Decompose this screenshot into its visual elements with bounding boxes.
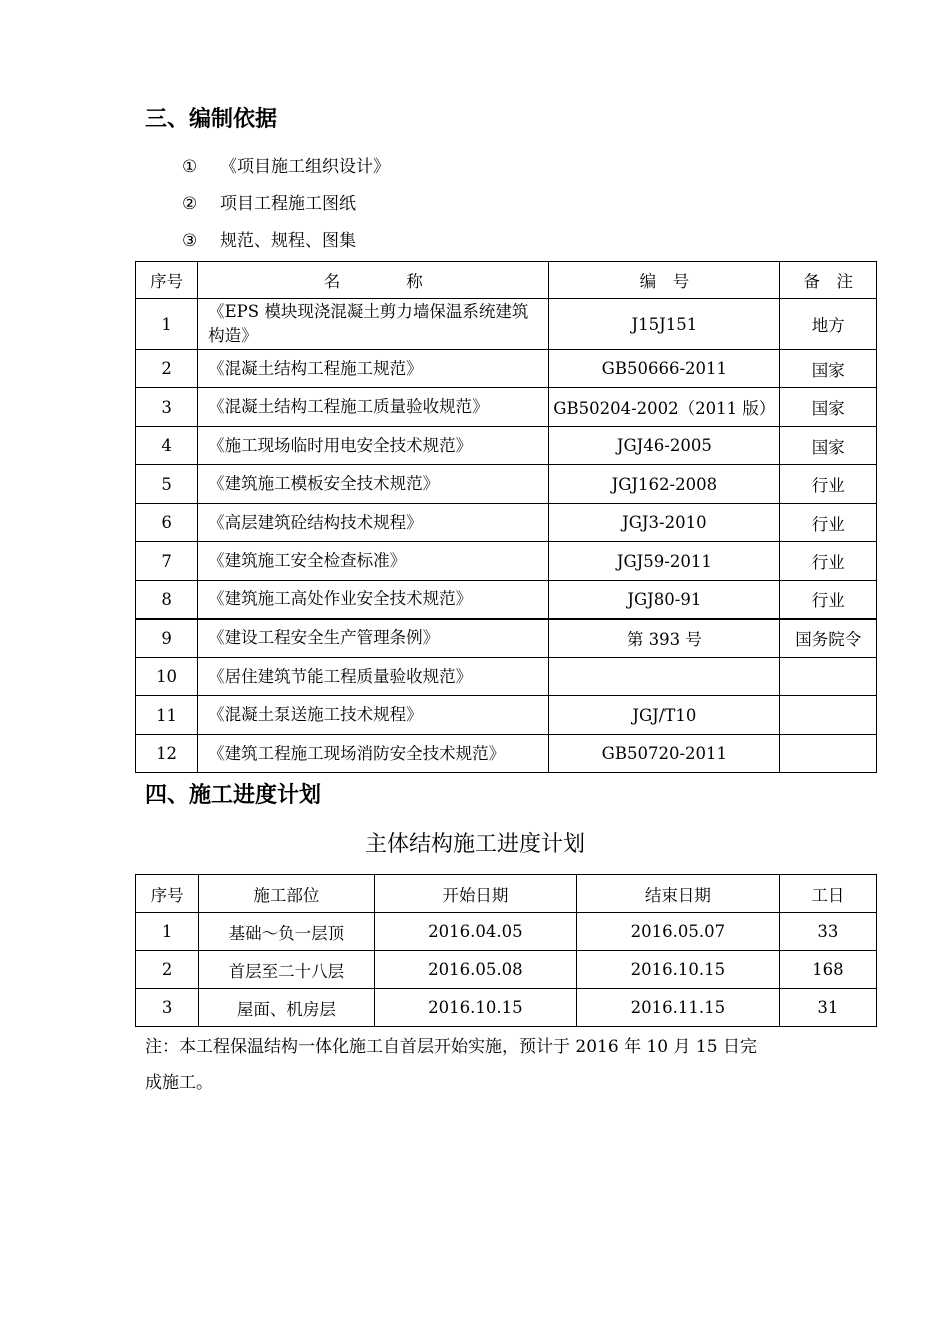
row-no: 6 xyxy=(136,504,198,542)
row-no: 2 xyxy=(136,350,198,388)
row-code: JGJ80-91 xyxy=(549,581,780,619)
row-no: 3 xyxy=(136,388,198,427)
table-row xyxy=(136,504,877,542)
row-part: 基础～负一层顶 xyxy=(199,913,374,951)
row-name: 《混凝土结构工程施工质量验收规范》 xyxy=(198,388,549,427)
row-note: 国务院令 xyxy=(780,619,877,658)
row-note: 行业 xyxy=(780,504,877,542)
row-code: JGJ59-2011 xyxy=(549,542,780,581)
row-no: 2 xyxy=(136,951,199,989)
row-no: 9 xyxy=(136,619,198,658)
reference-item-3 xyxy=(182,229,356,253)
table-row xyxy=(136,542,877,581)
row-note: 国家 xyxy=(780,388,877,427)
reference-number: ① xyxy=(182,157,198,177)
header-cell-no: 序号 xyxy=(136,262,198,299)
row-no: 3 xyxy=(136,989,199,1027)
reference-item-2 xyxy=(182,192,356,216)
note-line-1: 注：本工程保温结构一体化施工自首层开始实施，预计于 2016 年 10 月 15 日完 xyxy=(145,1037,757,1057)
row-code: J15J151 xyxy=(549,299,780,350)
row-name: 《高层建筑砼结构技术规程》 xyxy=(198,504,549,542)
row-no: 8 xyxy=(136,581,198,619)
row-no: 10 xyxy=(136,658,198,696)
row-note: 行业 xyxy=(780,581,877,619)
row-start: 2016.05.08 xyxy=(374,951,577,989)
row-no: 11 xyxy=(136,696,198,735)
row-note xyxy=(780,658,877,696)
table-row xyxy=(136,299,877,350)
table-row xyxy=(136,427,877,465)
row-end: 2016.05.07 xyxy=(577,913,780,951)
header-cell-note: 备 注 xyxy=(780,262,877,299)
row-note xyxy=(780,696,877,735)
note-line-2: 成施工。 xyxy=(145,1073,213,1093)
row-code: JGJ46-2005 xyxy=(549,427,780,465)
row-no: 4 xyxy=(136,427,198,465)
reference-text: 规范、规程、图集 xyxy=(220,231,356,251)
reference-number: ② xyxy=(182,194,198,214)
table-row xyxy=(136,913,877,951)
table-row xyxy=(136,388,877,427)
reference-number: ③ xyxy=(182,231,198,251)
row-name: 《居住建筑节能工程质量验收规范》 xyxy=(198,658,549,696)
table-row xyxy=(136,696,877,735)
row-code: JGJ/T10 xyxy=(549,696,780,735)
schedule-table-title: 主体结构施工进度计划 xyxy=(364,832,585,857)
row-start: 2016.04.05 xyxy=(374,913,577,951)
row-note: 国家 xyxy=(780,350,877,388)
row-code: GB50204-2002（2011 版） xyxy=(549,388,780,427)
section-4-heading: 四、施工进度计划 xyxy=(145,783,322,808)
header-cell-no: 序号 xyxy=(136,875,199,913)
row-name: 《建设工程安全生产管理条例》 xyxy=(198,619,549,658)
reference-text: 项目工程施工图纸 xyxy=(220,194,356,214)
table-row xyxy=(136,619,877,658)
table-row xyxy=(136,581,877,619)
reference-item-1 xyxy=(182,155,390,179)
reference-text: 《项目施工组织设计》 xyxy=(220,157,390,177)
row-note: 地方 xyxy=(780,299,877,350)
row-note: 行业 xyxy=(780,542,877,581)
standards-table xyxy=(135,261,877,773)
row-code: JGJ162-2008 xyxy=(549,465,780,504)
row-code: JGJ3-2010 xyxy=(549,504,780,542)
row-name: 《EPS 模块现浇混凝土剪力墙保温系统建筑构造》 xyxy=(198,299,549,350)
row-note: 行业 xyxy=(780,465,877,504)
header-cell-code: 编 号 xyxy=(549,262,780,299)
row-days: 168 xyxy=(779,951,876,989)
header-cell-part: 施工部位 xyxy=(199,875,374,913)
table-row xyxy=(136,350,877,388)
row-part: 屋面、机房层 xyxy=(199,989,374,1027)
row-name: 《建筑施工模板安全技术规范》 xyxy=(198,465,549,504)
table-row xyxy=(136,951,877,989)
row-note: 国家 xyxy=(780,427,877,465)
table-header-row xyxy=(136,262,877,299)
header-cell-end: 结束日期 xyxy=(577,875,780,913)
header-cell-name: 名 称 xyxy=(198,262,549,299)
row-code: GB50666-2011 xyxy=(549,350,780,388)
schedule-table xyxy=(135,874,877,1027)
row-note xyxy=(780,735,877,773)
row-start: 2016.10.15 xyxy=(374,989,577,1027)
row-name: 《建筑施工安全检查标准》 xyxy=(198,542,549,581)
row-code: 第 393 号 xyxy=(549,619,780,658)
row-no: 1 xyxy=(136,913,199,951)
table-row xyxy=(136,735,877,773)
row-name: 《建筑施工高处作业安全技术规范》 xyxy=(198,581,549,619)
table-row xyxy=(136,465,877,504)
row-no: 1 xyxy=(136,299,198,350)
row-part: 首层至二十八层 xyxy=(199,951,374,989)
table-row xyxy=(136,989,877,1027)
row-days: 33 xyxy=(779,913,876,951)
row-name: 《混凝土泵送施工技术规程》 xyxy=(198,696,549,735)
row-name: 《施工现场临时用电安全技术规范》 xyxy=(198,427,549,465)
section-3-heading: 三、编制依据 xyxy=(145,107,278,132)
row-name: 《建筑工程施工现场消防安全技术规范》 xyxy=(198,735,549,773)
row-end: 2016.11.15 xyxy=(577,989,780,1027)
row-code xyxy=(549,658,780,696)
table-row xyxy=(136,658,877,696)
row-no: 7 xyxy=(136,542,198,581)
row-name: 《混凝土结构工程施工规范》 xyxy=(198,350,549,388)
table-header-row xyxy=(136,875,877,913)
header-cell-start: 开始日期 xyxy=(374,875,577,913)
row-no: 5 xyxy=(136,465,198,504)
header-cell-days: 工日 xyxy=(779,875,876,913)
row-end: 2016.10.15 xyxy=(577,951,780,989)
row-code: GB50720-2011 xyxy=(549,735,780,773)
row-no: 12 xyxy=(136,735,198,773)
row-days: 31 xyxy=(779,989,876,1027)
